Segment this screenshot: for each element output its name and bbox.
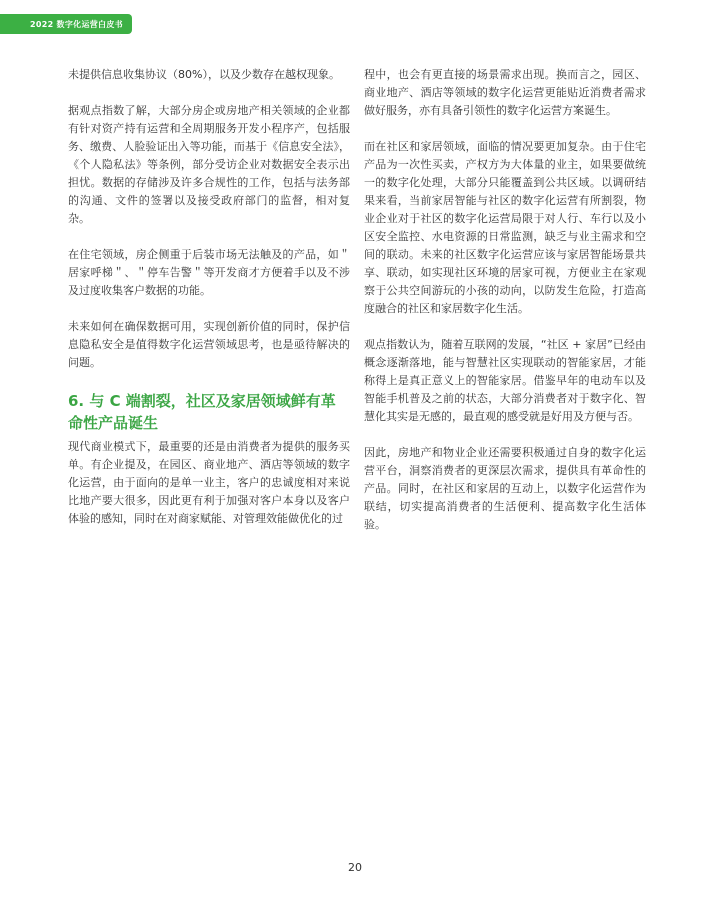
left-paragraph-1: 未提供信息收集协议（80%），以及少数存在越权现象。 [68, 68, 340, 81]
section-heading: 6. 与 C 端割裂，社区及家居领域鲜有革命性产品诞生 [68, 392, 336, 432]
left-paragraph-2: 据观点指数了解，大部分房企或房地产相关领域的企业都有针对资产持有运营和全周期服务开发小程序产，包括服务、缴费、人脸验证出入等功能，而基于《信息安全法》，《个人隐私法》等条例，部分受访企业对数据安全表示出担忧。数据的存储涉及许多合规性的工作，包括与法务部的沟通、文件的签署以及接受政府部门的监督，相对复杂。 [68, 104, 350, 225]
right-paragraph-4: 因此，房地产和物业企业还需要积极通过自身的数字化运营平台，洞察消费者的更深层次需求，提供具有革命性的产品。同时，在社区和家居的互动上，以数字化运营作为联结，切实提高消费者的生活便利、提高数字化生活体验。 [364, 446, 646, 531]
right-paragraph-3: 观点指数认为，随着互联网的发展，“社区 + 家居”已经由概念逐渐落地，能与智慧社区实现联动的智能家居，才能称得上是真正意义上的智能家居。借鉴早年的电动车以及智能手机普及之前的状态，大部分消费者对于数字化、智慧化其实是无感的，最直观的感受就是好用及方便与否。 [364, 338, 646, 423]
left-paragraph-5: 现代商业模式下，最重要的还是由消费者为提供的服务买单。有企业提及，在园区、商业地产、酒店等领域的数字化运营，由于面向的是单一业主，客户的忠诚度相对来说比地产要大很多，因此更有利于加强对客户本身以及客户体验的感知，同时在对商家赋能、对管理效能做优化的过 [68, 440, 350, 525]
right-paragraph-1: 程中，也会有更直接的场景需求出现。换而言之，园区、商业地产、酒店等领域的数字化运营更能贴近消费者需求做好服务，亦有具备引领性的数字化运营方案诞生。 [364, 68, 646, 117]
page-number: 20 [348, 861, 362, 874]
header-tab [0, 14, 132, 34]
left-paragraph-4: 未来如何在确保数据可用，实现创新价值的同时，保护信息隐私安全是值得数字化运营领域思考，也是亟待解决的问题。 [68, 320, 350, 369]
left-column [68, 66, 350, 546]
right-paragraph-2: 而在社区和家居领域，面临的情况要更加复杂。由于住宅产品为一次性买卖，产权方为大体量的业主，如果要做统一的数字化处理，大部分只能覆盖到公共区域。以调研结果来看，当前家居智能与社区的数字化运营有所割裂，物业企业对于社区的数字化运营局限于对人行、车行以及小区安全监控、水电资源的日常监测，缺乏与业主需求和空间的联动。未来的社区数字化运营应该与家居智能场景共享、联动，如实现社区环境的居家可视，方便业主在家观察于公共空间游玩的小孩的动向，以防发生危险，打造高度融合的社区和家居数字化生活。 [364, 140, 646, 315]
header-label: 2022 数字化运营白皮书 [30, 19, 123, 29]
left-paragraph-3: 在住宅领域，房企侧重于后装市场无法触及的产品，如＂居家呼梯＂、＂停车告警＂等开发商才方便着手以及不涉及过度收集客户数据的功能。 [68, 248, 350, 297]
right-column [364, 66, 646, 552]
